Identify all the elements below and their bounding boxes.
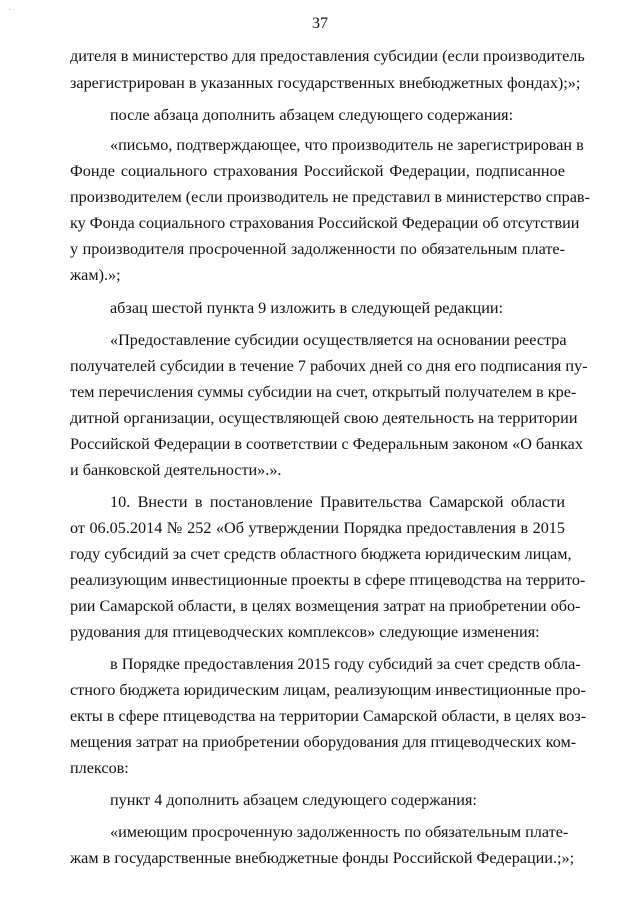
text-line: «Предоставление субсидии осуществляется на основании реестра [110,331,567,349]
text-line: пункт 4 дополнить абзацем следующего содержания: [110,791,477,809]
text-line: жам в государственные внебюджетные фонды Российской Федерации.;»; [70,849,575,867]
text-line: дитной организации, осуществляющей свою деятельность на территории [70,409,578,427]
text-line: производителем (если производитель не представил в министерство справ- [70,188,590,206]
text-line: рии Самарской области, в целях возмещения затрат на приобретении обо- [70,597,581,615]
text-line: ку Фонда социального страхования Российской Федерации об отсутствии [70,214,580,232]
text-line: Фонде социального страхования Российской Федерации, подписанное [70,162,565,180]
text-line: и банковской деятельности».». [70,461,282,479]
text-line: мещения затрат на приобретении оборудования для птицеводческих ком- [70,733,577,751]
text-line: году субсидий за счет средств областного бюджета юридическим лицам, [70,545,572,563]
text-line: после абзаца дополнить абзацем следующего содержания: [110,106,514,124]
text-line: екты в сфере птицеводства на территории Самарской области, в целях воз- [70,707,587,725]
text-line: «письмо, подтверждающее, что производитель не зарегистрирован в [110,136,584,154]
scan-artifact: · [8,5,12,16]
page-number: 37 [312,15,328,32]
text-line: 10. Внести в постановление Правительства Самарской области [110,493,565,511]
text-line: «имеющим просроченную задолженность по обязательным плате- [110,823,569,841]
text-line: плексов: [70,759,129,777]
text-line: дителя в министерство для предоставления субсидии (если производитель [70,47,585,65]
text-line: у производителя просроченной задолженности по обязательным плате- [70,240,565,258]
text-line: зарегистрирован в указанных государственных внебюджетных фондах);»; [70,74,581,92]
text-line: получателей субсидии в течение 7 рабочих дней со дня его подписания пу- [70,357,588,375]
text-line: в Порядке предоставления 2015 году субсидий за счет средств обла- [110,655,581,673]
text-line: абзац шестой пункта 9 изложить в следующей редакции: [110,299,504,317]
text-line: рудования для птицеводческих комплексов» следующие изменения: [70,623,540,641]
text-line: от 06.05.2014 № 252 «Об утверждении Порядка предоставления в 2015 [70,519,565,537]
text-line: стного бюджета юридическим лицам, реализующим инвестиционные про- [70,681,586,699]
text-line: жам).»; [70,266,121,284]
text-line: реализующим инвестиционные проекты в сфере птицеводства на террито- [70,571,586,589]
text-line: Российской Федерации в соответствии с Федеральным законом «О банках [70,435,583,453]
text-line: тем перечисления суммы субсидии на счет, открытый получателем в кре- [70,383,577,401]
